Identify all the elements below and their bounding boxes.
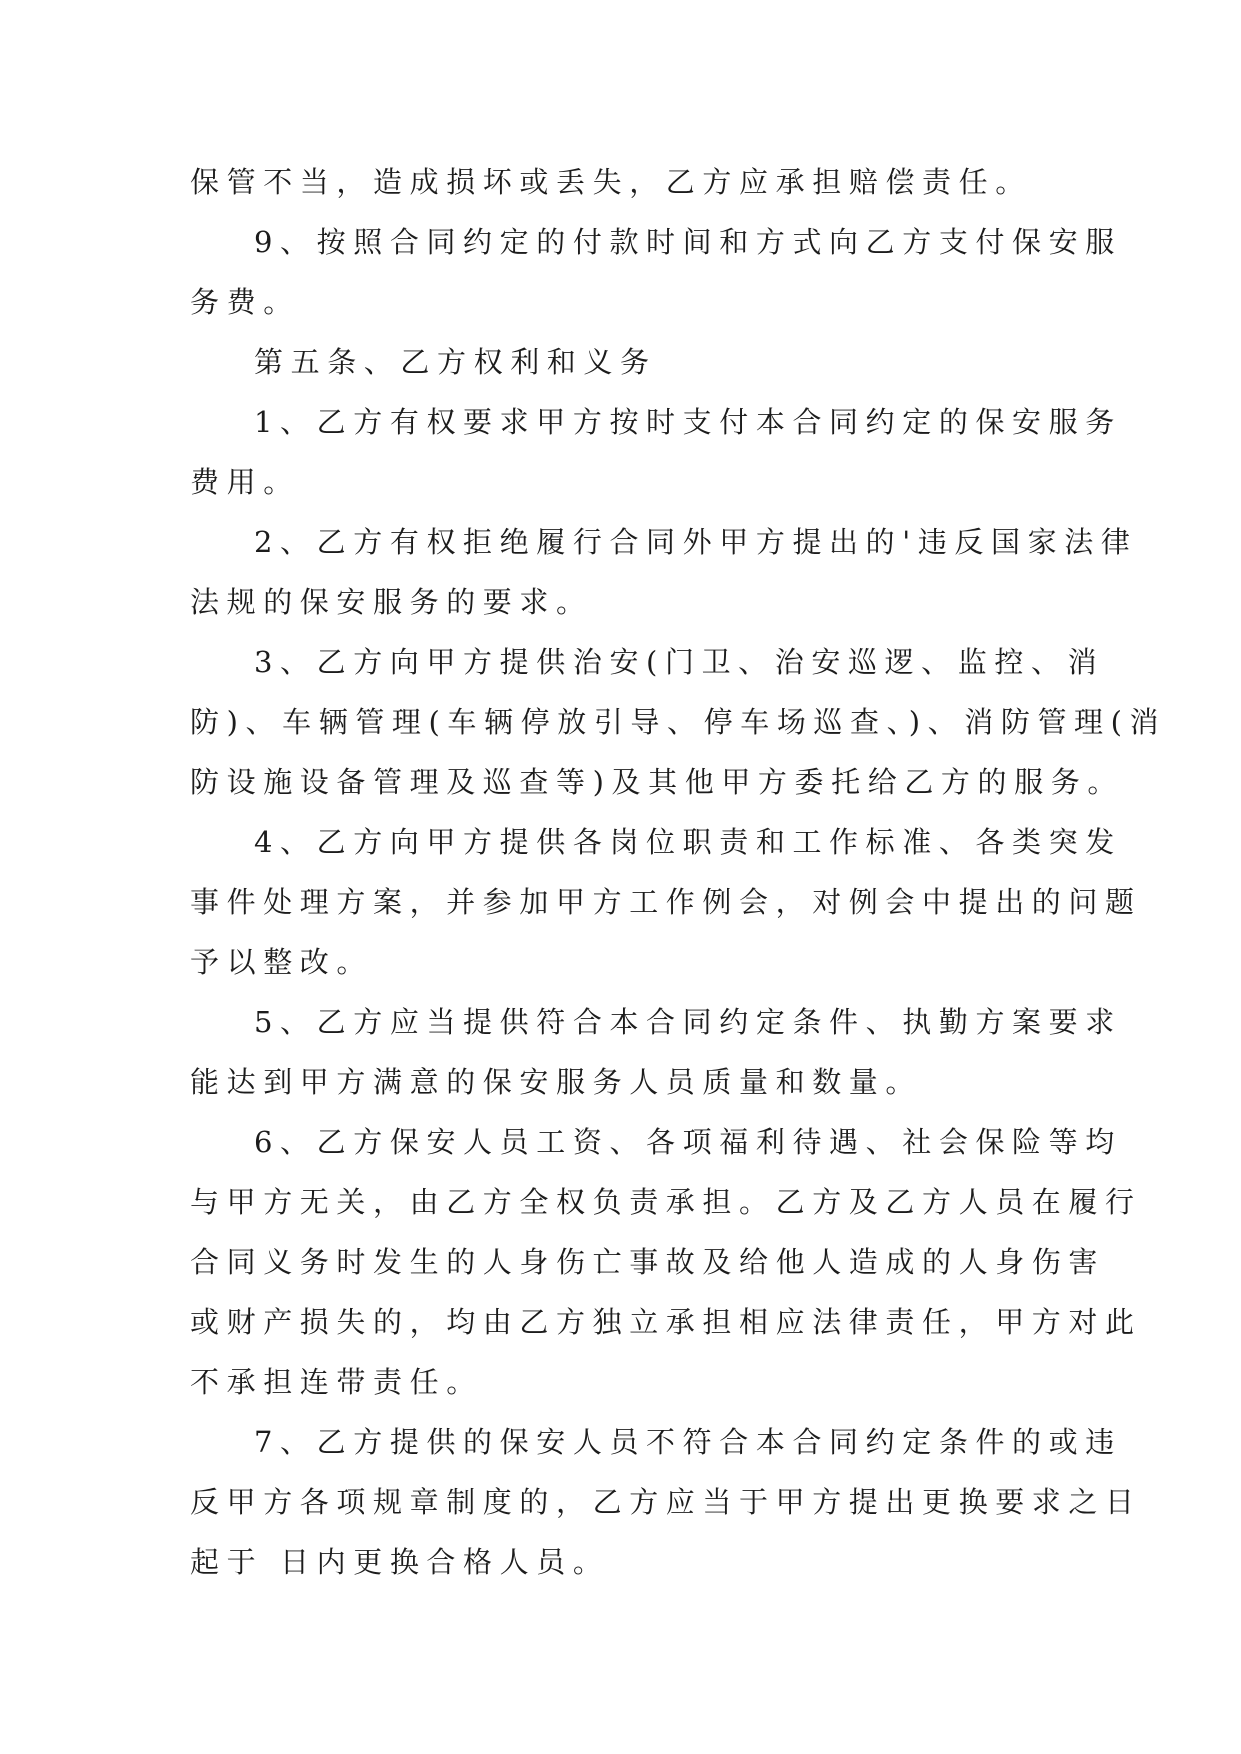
text-line: 事件处理方案，并参加甲方工作例会，对例会中提出的问题 (190, 885, 1142, 919)
text-line: 5、乙方应当提供符合本合同约定条件、执勤方案要求 (254, 1005, 1122, 1039)
text-line: 法规的保安服务的要求。 (190, 585, 593, 619)
text-line: 起于 日内更换合格人员。 (190, 1545, 610, 1579)
text-line: 6、乙方保安人员工资、各项福利待遇、社会保险等均 (254, 1125, 1122, 1159)
text-line: 合同义务时发生的人身伤亡事故及给他人造成的人身伤害 (190, 1245, 1106, 1279)
text-line: 反甲方各项规章制度的，乙方应当于甲方提出更换要求之日 (190, 1485, 1142, 1519)
text-line: 防设施设备管理及巡查等)及其他甲方委托给乙方的服务。 (190, 765, 1124, 799)
text-line: 能达到甲方满意的保安服务人员质量和数量。 (190, 1065, 923, 1099)
text-line: 3、乙方向甲方提供治安(门卫、治安巡逻、监控、消 (254, 645, 1105, 679)
text-line: 7、乙方提供的保安人员不符合本合同约定条件的或违 (254, 1425, 1122, 1459)
text-line: 保管不当，造成损坏或丢失，乙方应承担赔偿责任。 (190, 165, 1032, 199)
text-line: 防)、车辆管理(车辆停放引导、停车场巡查、)、消防管理(消 (190, 705, 1167, 739)
text-line: 4、乙方向甲方提供各岗位职责和工作标准、各类突发 (254, 825, 1122, 859)
text-line: 1、乙方有权要求甲方按时支付本合同约定的保安服务 (254, 405, 1122, 439)
document-body (190, 152, 1167, 1592)
text-line: 或财产损失的，均由乙方独立承担相应法律责任，甲方对此 (190, 1305, 1142, 1339)
text-line: 与甲方无关，由乙方全权负责承担。乙方及乙方人员在履行 (190, 1185, 1142, 1219)
text-line: 9、按照合同约定的付款时间和方式向乙方支付保安服 (254, 225, 1122, 259)
text-line: 不承担连带责任。 (190, 1365, 483, 1399)
text-line: 第五条、乙方权利和义务 (254, 345, 657, 379)
text-line: 务费。 (190, 285, 300, 319)
text-line: 予以整改。 (190, 945, 374, 979)
text-line: 2、乙方有权拒绝履行合同外甲方提出的'违反国家法律 (254, 525, 1138, 559)
text-line: 费用。 (190, 465, 300, 499)
